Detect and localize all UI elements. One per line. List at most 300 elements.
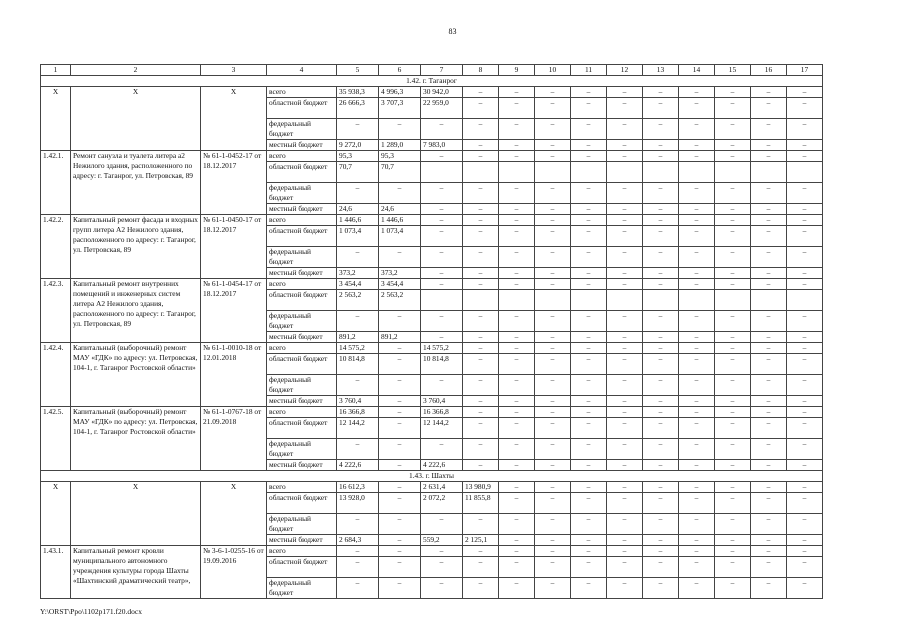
amount-cell: – <box>421 514 463 535</box>
amount-cell: 3 760,4 <box>421 396 463 407</box>
amount-cell: – <box>715 482 751 493</box>
amount-cell: – <box>607 418 643 439</box>
item-number: 1.42.2. <box>41 215 71 279</box>
amount-cell: – <box>571 140 607 151</box>
amount-cell: – <box>787 439 823 460</box>
funding-source-label: местный бюджет <box>267 535 337 546</box>
funding-source-label: областной бюджет <box>267 493 337 514</box>
amount-cell: – <box>571 279 607 290</box>
amount-cell: – <box>499 514 535 535</box>
funding-source-label: местный бюджет <box>267 204 337 215</box>
item-number: 1.42.1. <box>41 151 71 215</box>
amount-cell: – <box>715 279 751 290</box>
amount-cell: – <box>499 407 535 418</box>
column-number: 16 <box>751 65 787 76</box>
amount-cell: – <box>643 396 679 407</box>
amount-cell: – <box>421 226 463 247</box>
amount-cell: – <box>499 279 535 290</box>
amount-cell <box>679 162 715 183</box>
amount-cell: – <box>715 247 751 268</box>
amount-cell: – <box>679 482 715 493</box>
amount-cell: – <box>751 396 787 407</box>
amount-cell: 1 289,0 <box>379 140 421 151</box>
amount-cell: – <box>571 546 607 557</box>
amount-cell: – <box>751 332 787 343</box>
amount-cell <box>787 290 823 311</box>
funding-source-label: местный бюджет <box>267 268 337 279</box>
funding-source-label: областной бюджет <box>267 162 337 183</box>
amount-cell: – <box>463 98 499 119</box>
amount-cell: – <box>421 578 463 599</box>
amount-cell: – <box>607 151 643 162</box>
amount-cell: – <box>337 578 379 599</box>
amount-cell: – <box>751 311 787 332</box>
amount-cell: 10 814,8 <box>337 354 379 375</box>
amount-cell: – <box>535 87 571 98</box>
amount-cell: – <box>463 418 499 439</box>
amount-cell: – <box>571 482 607 493</box>
amount-cell: – <box>499 140 535 151</box>
amount-cell: – <box>715 354 751 375</box>
column-number: 9 <box>499 65 535 76</box>
amount-cell: – <box>379 482 421 493</box>
amount-cell: – <box>463 311 499 332</box>
amount-cell <box>679 290 715 311</box>
amount-cell: 12 144,2 <box>337 418 379 439</box>
column-number: 8 <box>463 65 499 76</box>
amount-cell: 1 073,4 <box>337 226 379 247</box>
amount-cell: – <box>499 460 535 471</box>
amount-cell: – <box>787 140 823 151</box>
amount-cell: – <box>571 343 607 354</box>
amount-cell: – <box>499 98 535 119</box>
amount-cell: – <box>379 418 421 439</box>
amount-cell: – <box>607 493 643 514</box>
object-description: Капитальный ремонт фасада и входных групп литера А2 Нежилого здания, расположенного по адресу: г. Таганрог, ул. Петровская, 89 <box>71 215 201 279</box>
amount-cell: – <box>499 119 535 140</box>
amount-cell: – <box>787 557 823 578</box>
section-row <box>41 471 823 482</box>
amount-cell: – <box>607 460 643 471</box>
amount-cell: – <box>535 493 571 514</box>
amount-cell: – <box>421 311 463 332</box>
amount-cell: – <box>607 87 643 98</box>
amount-cell: – <box>421 183 463 204</box>
amount-cell: 373,2 <box>379 268 421 279</box>
amount-cell <box>463 162 499 183</box>
amount-cell: – <box>607 215 643 226</box>
amount-cell: – <box>499 215 535 226</box>
amount-cell: – <box>715 226 751 247</box>
amount-cell: – <box>607 535 643 546</box>
amount-cell: – <box>463 215 499 226</box>
amount-cell: – <box>421 375 463 396</box>
amount-cell: 4 222,6 <box>337 460 379 471</box>
amount-cell: – <box>643 343 679 354</box>
amount-cell: – <box>535 578 571 599</box>
amount-cell <box>643 290 679 311</box>
amount-cell: – <box>421 546 463 557</box>
amount-cell: 2 631,4 <box>421 482 463 493</box>
expertise-document: № 61-1-0767-18 от 21.09.2018 <box>201 407 267 471</box>
column-number: 11 <box>571 65 607 76</box>
amount-cell: – <box>643 407 679 418</box>
amount-cell: – <box>643 98 679 119</box>
amount-cell: – <box>337 375 379 396</box>
amount-cell: – <box>715 87 751 98</box>
amount-cell: – <box>337 546 379 557</box>
amount-cell: – <box>463 546 499 557</box>
amount-cell: – <box>715 557 751 578</box>
amount-cell: 1 446,6 <box>379 215 421 226</box>
funding-source-label: областной бюджет <box>267 418 337 439</box>
amount-cell: – <box>337 439 379 460</box>
amount-cell <box>571 162 607 183</box>
column-number: 14 <box>679 65 715 76</box>
amount-cell: – <box>421 439 463 460</box>
amount-cell: – <box>751 546 787 557</box>
amount-cell <box>571 290 607 311</box>
amount-cell: – <box>715 183 751 204</box>
amount-cell <box>535 290 571 311</box>
amount-cell: – <box>535 460 571 471</box>
object-description: Капитальный ремонт кровли муниципального автономного учреждения культуры города Шахты «Шахтинский драматический театр», <box>71 546 201 599</box>
amount-cell: – <box>679 87 715 98</box>
amount-cell: – <box>379 396 421 407</box>
amount-cell: – <box>643 439 679 460</box>
expertise-document: Х <box>201 482 267 546</box>
amount-cell: 10 814,8 <box>421 354 463 375</box>
amount-cell: – <box>787 396 823 407</box>
amount-cell: 1 073,4 <box>379 226 421 247</box>
amount-cell: – <box>787 119 823 140</box>
amount-cell: – <box>421 247 463 268</box>
amount-cell: – <box>643 183 679 204</box>
funding-source-label: всего <box>267 546 337 557</box>
amount-cell <box>643 162 679 183</box>
item-number: 1.42.3. <box>41 279 71 343</box>
amount-cell: – <box>499 578 535 599</box>
amount-cell: – <box>751 578 787 599</box>
amount-cell: – <box>715 546 751 557</box>
amount-cell: – <box>751 140 787 151</box>
amount-cell: – <box>643 87 679 98</box>
amount-cell: – <box>607 311 643 332</box>
amount-cell: – <box>571 396 607 407</box>
object-description: Капитальный (выборочный) ремонт МАУ «ГДК» по адресу: ул. Петровская, 104-1, г. Таганрог Ростовской области» <box>71 343 201 407</box>
amount-cell: – <box>715 418 751 439</box>
amount-cell: – <box>715 460 751 471</box>
amount-cell: – <box>679 204 715 215</box>
amount-cell: – <box>607 557 643 578</box>
amount-cell: 9 272,0 <box>337 140 379 151</box>
amount-cell: – <box>787 204 823 215</box>
amount-cell: – <box>679 343 715 354</box>
funding-source-label: федеральный бюджет <box>267 311 337 332</box>
amount-cell: – <box>535 183 571 204</box>
amount-cell <box>535 162 571 183</box>
amount-cell: – <box>607 204 643 215</box>
amount-cell: – <box>751 407 787 418</box>
amount-cell: – <box>571 332 607 343</box>
amount-cell: – <box>715 535 751 546</box>
amount-cell: – <box>463 343 499 354</box>
amount-cell: – <box>571 578 607 599</box>
amount-cell: – <box>499 87 535 98</box>
amount-cell: – <box>751 343 787 354</box>
amount-cell: – <box>643 268 679 279</box>
amount-cell: – <box>571 98 607 119</box>
amount-cell: – <box>715 439 751 460</box>
amount-cell: – <box>499 535 535 546</box>
amount-cell: – <box>571 418 607 439</box>
amount-cell: – <box>643 557 679 578</box>
amount-cell: – <box>679 407 715 418</box>
expertise-document: № 61-1-0452-17 от 18.12.2017 <box>201 151 267 215</box>
amount-cell: – <box>463 407 499 418</box>
amount-cell: – <box>715 151 751 162</box>
amount-cell: – <box>535 119 571 140</box>
funding-source-label: всего <box>267 151 337 162</box>
amount-cell: 14 575,2 <box>337 343 379 354</box>
amount-cell: – <box>751 354 787 375</box>
amount-cell: – <box>679 279 715 290</box>
amount-cell: – <box>379 514 421 535</box>
amount-cell: – <box>463 279 499 290</box>
amount-cell: – <box>679 151 715 162</box>
amount-cell: – <box>499 493 535 514</box>
amount-cell: 35 938,3 <box>337 87 379 98</box>
amount-cell: – <box>337 183 379 204</box>
amount-cell: 24,6 <box>379 204 421 215</box>
amount-cell: – <box>535 140 571 151</box>
amount-cell: – <box>679 418 715 439</box>
amount-cell: – <box>571 460 607 471</box>
funding-source-label: всего <box>267 343 337 354</box>
amount-cell: 16 366,8 <box>337 407 379 418</box>
amount-cell: 30 942,0 <box>421 87 463 98</box>
amount-cell: – <box>535 215 571 226</box>
amount-cell: 2 072,2 <box>421 493 463 514</box>
amount-cell: – <box>571 311 607 332</box>
amount-cell: 70,7 <box>379 162 421 183</box>
expertise-document: № 61-1-0010-18 от 12.01.2018 <box>201 343 267 407</box>
amount-cell: – <box>535 204 571 215</box>
amount-cell: – <box>463 375 499 396</box>
amount-cell: – <box>751 215 787 226</box>
funding-source-label: федеральный бюджет <box>267 247 337 268</box>
amount-cell: 11 855,8 <box>463 493 499 514</box>
amount-cell: – <box>643 279 679 290</box>
amount-cell: – <box>715 396 751 407</box>
funding-source-label: федеральный бюджет <box>267 375 337 396</box>
amount-cell: – <box>421 215 463 226</box>
amount-cell: – <box>715 311 751 332</box>
amount-cell: – <box>751 268 787 279</box>
funding-source-label: всего <box>267 87 337 98</box>
amount-cell: – <box>499 482 535 493</box>
table-row <box>41 87 823 98</box>
amount-cell <box>787 162 823 183</box>
amount-cell: – <box>643 418 679 439</box>
column-number-row <box>41 65 823 76</box>
amount-cell: – <box>535 375 571 396</box>
amount-cell: – <box>607 98 643 119</box>
funding-source-label: областной бюджет <box>267 354 337 375</box>
amount-cell: – <box>337 514 379 535</box>
amount-cell: – <box>499 268 535 279</box>
amount-cell: 3 760,4 <box>337 396 379 407</box>
amount-cell: – <box>607 268 643 279</box>
funding-source-label: областной бюджет <box>267 98 337 119</box>
amount-cell: – <box>571 354 607 375</box>
item-number: 1.43.1. <box>41 546 71 599</box>
amount-cell: – <box>607 279 643 290</box>
amount-cell: – <box>643 215 679 226</box>
column-number: 1 <box>41 65 71 76</box>
amount-cell <box>421 162 463 183</box>
amount-cell: – <box>571 87 607 98</box>
item-number: Х <box>41 87 71 151</box>
amount-cell: – <box>643 119 679 140</box>
amount-cell: – <box>643 578 679 599</box>
amount-cell: – <box>715 204 751 215</box>
amount-cell: – <box>535 98 571 119</box>
amount-cell <box>751 162 787 183</box>
amount-cell: – <box>571 226 607 247</box>
amount-cell: – <box>787 279 823 290</box>
amount-cell: 2 563,2 <box>379 290 421 311</box>
amount-cell: – <box>787 247 823 268</box>
amount-cell: – <box>535 482 571 493</box>
amount-cell: – <box>379 119 421 140</box>
table-row <box>41 215 823 226</box>
page-number: 83 <box>448 27 457 36</box>
amount-cell: – <box>679 140 715 151</box>
amount-cell: – <box>715 119 751 140</box>
amount-cell: 16 366,8 <box>421 407 463 418</box>
amount-cell: – <box>607 119 643 140</box>
amount-cell: – <box>379 460 421 471</box>
file-path-footer: Y:\ORST\Ppo\1102p171.f20.docx <box>40 607 142 616</box>
funding-source-label: областной бюджет <box>267 290 337 311</box>
item-number: 1.42.5. <box>41 407 71 471</box>
item-number: 1.42.4. <box>41 343 71 407</box>
amount-cell: 559,2 <box>421 535 463 546</box>
amount-cell: – <box>499 226 535 247</box>
amount-cell: – <box>337 557 379 578</box>
column-number: 15 <box>715 65 751 76</box>
funding-source-label: местный бюджет <box>267 332 337 343</box>
object-description: Ремонт санузла и туалета литера а2 Нежилого здания, расположенного по адресу: г. Таганрог, ул. Петровская, 89 <box>71 151 201 215</box>
amount-cell: – <box>571 204 607 215</box>
amount-cell: – <box>643 514 679 535</box>
amount-cell: – <box>715 215 751 226</box>
amount-cell: – <box>379 557 421 578</box>
amount-cell <box>463 290 499 311</box>
amount-cell: 2 125,1 <box>463 535 499 546</box>
amount-cell: – <box>751 151 787 162</box>
amount-cell: – <box>499 354 535 375</box>
budget-table <box>40 64 823 599</box>
amount-cell: – <box>535 268 571 279</box>
amount-cell: – <box>643 204 679 215</box>
amount-cell <box>607 162 643 183</box>
amount-cell: – <box>571 268 607 279</box>
amount-cell: – <box>379 343 421 354</box>
funding-source-label: всего <box>267 482 337 493</box>
amount-cell: – <box>679 578 715 599</box>
amount-cell: – <box>463 140 499 151</box>
amount-cell: – <box>643 247 679 268</box>
amount-cell: – <box>535 407 571 418</box>
amount-cell: – <box>751 418 787 439</box>
amount-cell: – <box>643 332 679 343</box>
amount-cell: – <box>379 375 421 396</box>
amount-cell: – <box>679 332 715 343</box>
amount-cell: – <box>571 514 607 535</box>
amount-cell: – <box>421 279 463 290</box>
amount-cell: – <box>379 247 421 268</box>
amount-cell: – <box>751 375 787 396</box>
table-row <box>41 482 823 493</box>
amount-cell: – <box>643 140 679 151</box>
column-number: 10 <box>535 65 571 76</box>
amount-cell: – <box>535 546 571 557</box>
table-row <box>41 546 823 557</box>
amount-cell: – <box>379 578 421 599</box>
amount-cell: – <box>679 535 715 546</box>
amount-cell: – <box>679 439 715 460</box>
amount-cell: – <box>499 247 535 268</box>
amount-cell <box>499 290 535 311</box>
amount-cell: – <box>379 354 421 375</box>
amount-cell: – <box>379 407 421 418</box>
amount-cell: – <box>607 140 643 151</box>
amount-cell: – <box>499 418 535 439</box>
funding-source-label: федеральный бюджет <box>267 183 337 204</box>
amount-cell: – <box>535 557 571 578</box>
amount-cell: – <box>607 546 643 557</box>
amount-cell: – <box>499 311 535 332</box>
amount-cell: – <box>421 332 463 343</box>
amount-cell: – <box>715 375 751 396</box>
funding-source-label: всего <box>267 215 337 226</box>
expertise-document: № 61-1-0450-17 от 18.12.2017 <box>201 215 267 279</box>
object-description: Х <box>71 482 201 546</box>
amount-cell: – <box>337 119 379 140</box>
amount-cell: – <box>679 514 715 535</box>
amount-cell: 4 222,6 <box>421 460 463 471</box>
amount-cell: – <box>535 418 571 439</box>
amount-cell: – <box>421 204 463 215</box>
amount-cell: – <box>751 204 787 215</box>
amount-cell: – <box>499 151 535 162</box>
amount-cell: 2 563,2 <box>337 290 379 311</box>
amount-cell: – <box>715 268 751 279</box>
amount-cell: – <box>751 535 787 546</box>
amount-cell: – <box>607 407 643 418</box>
amount-cell: – <box>751 460 787 471</box>
column-number: 4 <box>267 65 337 76</box>
expertise-document: Х <box>201 87 267 151</box>
amount-cell: – <box>379 439 421 460</box>
funding-source-label: всего <box>267 279 337 290</box>
amount-cell: – <box>607 439 643 460</box>
amount-cell: – <box>751 279 787 290</box>
amount-cell: – <box>571 407 607 418</box>
amount-cell: – <box>787 98 823 119</box>
